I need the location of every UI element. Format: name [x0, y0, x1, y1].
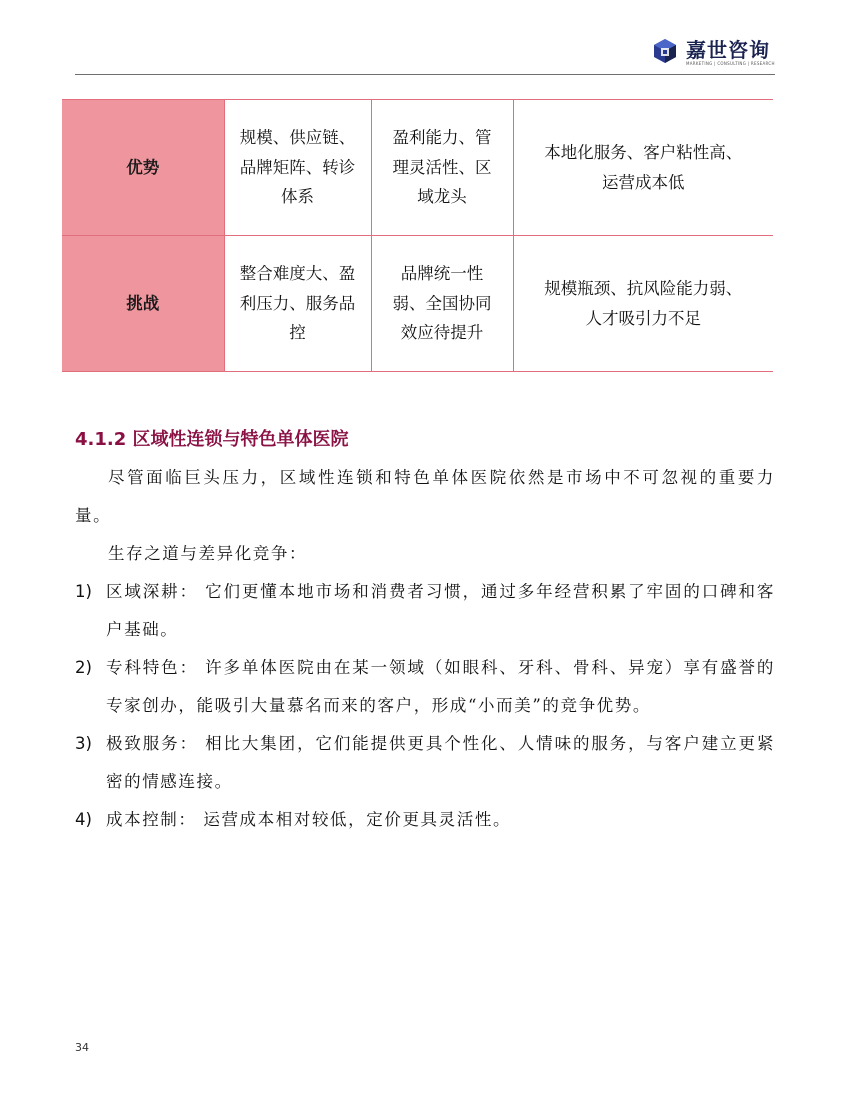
- table-cell: 本地化服务、客户粘性高、运营成本低: [513, 100, 773, 236]
- table-row: [62, 100, 773, 236]
- strategy-list: [75, 573, 775, 839]
- list-number: 1): [75, 582, 92, 601]
- list-number: 3): [75, 734, 92, 753]
- list-text: 区域深耕： 它们更懂本地市场和消费者习惯，通过多年经营积累了牢固的口碑和客户基础。: [106, 582, 775, 639]
- row-label-challenges: 挑战: [62, 236, 224, 372]
- table-cell: 品牌统一性弱、全国协同效应待提升: [371, 236, 513, 372]
- brand-name: 嘉世咨询: [686, 38, 770, 62]
- table-cell: 整合难度大、盈利压力、服务品控: [224, 236, 371, 372]
- list-item: [75, 801, 775, 839]
- brand-tagline: MARKETING | CONSULTING | RESEARCH: [686, 61, 775, 66]
- list-item: [75, 649, 775, 725]
- row-label-advantages: 优势: [62, 100, 224, 236]
- table-cell: 规模瓶颈、抗风险能力弱、人才吸引力不足: [513, 236, 773, 372]
- intro-paragraph: 尽管面临巨头压力，区域性连锁和特色单体医院依然是市场中不可忽视的重要力量。: [75, 468, 775, 525]
- lead-paragraph: 生存之道与差异化竞争：: [108, 544, 308, 563]
- comparison-table: [62, 99, 773, 372]
- list-text: 成本控制： 运营成本相对较低，定价更具灵活性。: [106, 810, 512, 829]
- page-number: 34: [75, 1041, 89, 1054]
- header-divider: [75, 74, 775, 75]
- list-number: 4): [75, 810, 92, 829]
- jiashi-logo-icon: [652, 38, 678, 68]
- list-item: [75, 573, 775, 649]
- list-number: 2): [75, 658, 92, 677]
- table-cell: 盈利能力、管理灵活性、区域龙头: [371, 100, 513, 236]
- table-row: [62, 236, 773, 372]
- section-heading: 4.1.2 区域性连锁与特色单体医院: [75, 429, 349, 450]
- table-cell: 规模、供应链、品牌矩阵、转诊体系: [224, 100, 371, 236]
- list-item: [75, 725, 775, 801]
- page-header: [0, 0, 850, 80]
- list-text: 专科特色： 许多单体医院由在某一领域（如眼科、牙科、骨科、异宠）享有盛誉的专家创办，能吸引大量慕名而来的客户，形成“小而美”的竞争优势。: [106, 658, 775, 715]
- list-text: 极致服务： 相比大集团，它们能提供更具个性化、人情味的服务，与客户建立更紧密的情感连接。: [106, 734, 775, 791]
- brand: [652, 38, 775, 68]
